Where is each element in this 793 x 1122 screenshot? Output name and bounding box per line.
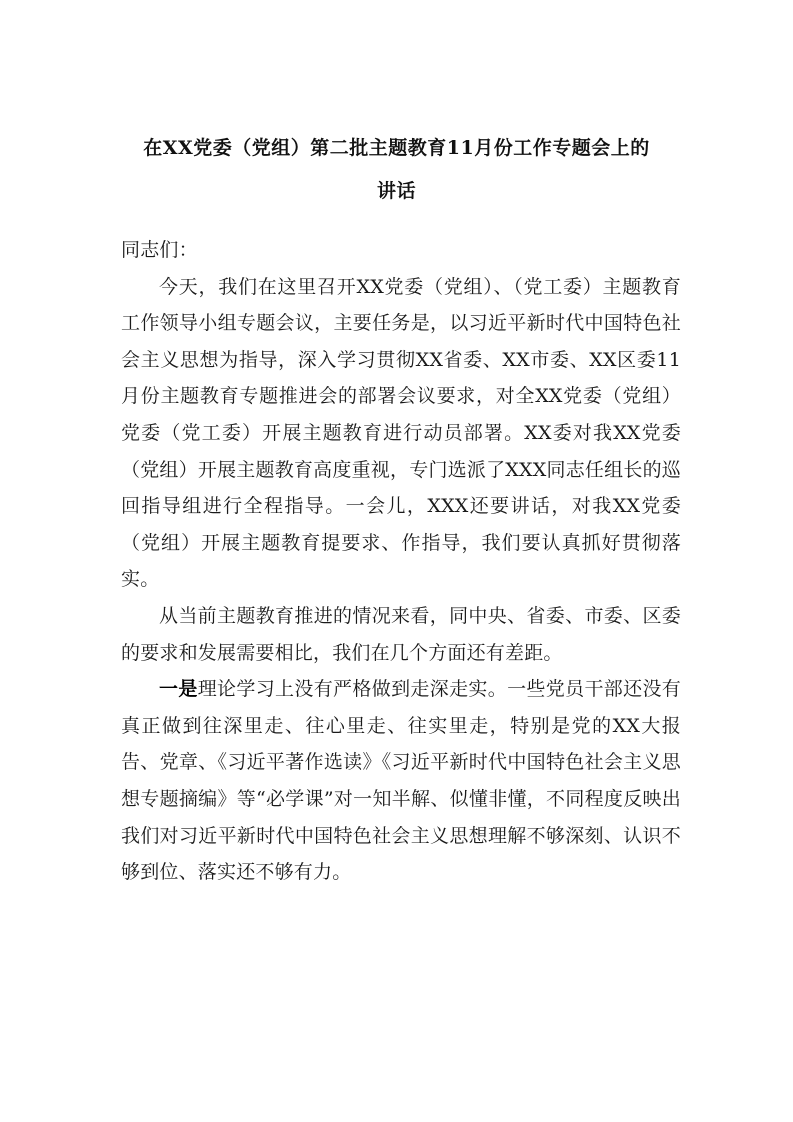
paragraph-3: [121, 671, 681, 891]
paragraph-3-text: 理论学习上没有严格做到走深走实。一些党员干部还没有真正做到往深里走、往心里走、往实里走，特别是党的XX大报告、党章、《习近平著作选读》《习近平新时代中国特色社会主义思想专题摘编》等“必学课”对一知半解、似懂非懂，不同程度反映出我们对习近平新时代中国特色社会主义思想理解不够深刻、认识不够到位、落实还不够有力。: [121, 678, 681, 884]
salutation: 同志们：: [121, 239, 198, 261]
paragraph-3-lead: 一是: [159, 678, 198, 701]
paragraph-1: 今天，我们在这里召开XX党委（党组）、（党工委）主题教育工作领导小组专题会议，主要任务是，以习近平新时代中国特色社会主义思想为指导，深入学习贯彻XX省委、XX市委、XX区委11月份主题教育专题推进会的部署会议要求，对全XX党委（党组）党委（党工委）开展主题教育进行动员部署。XX委对我XX党委（党组）开展主题教育高度重视，专门选派了XXX同志任组长的巡回指导组进行全程指导。一会儿，XXX还要讲话，对我XX党委（党组）开展主题教育提要求、作指导，我们要认真抓好贯彻落实。: [121, 275, 681, 591]
document-title-line-1: 在XX党委（党组）第二批主题教育11月份工作专题会上的: [143, 137, 650, 159]
document-title-line-2: 讲话: [376, 180, 416, 202]
document-body: [121, 232, 681, 891]
paragraph-2: 从当前主题教育推进的情况来看，同中央、省委、市委、区委的要求和发展需要相比，我们在几个方面还有差距。: [121, 604, 681, 664]
